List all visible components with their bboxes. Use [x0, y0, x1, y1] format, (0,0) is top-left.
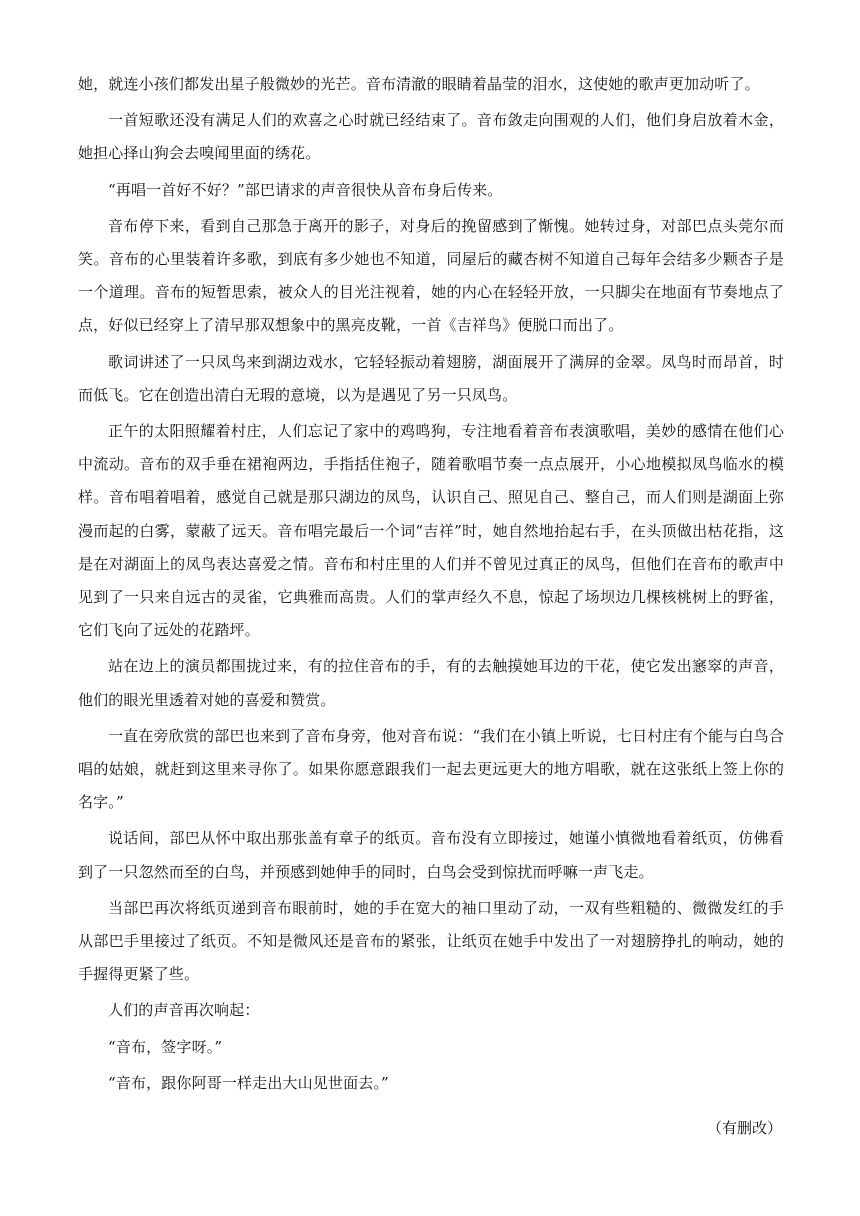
paragraph-2: 一首短歌还没有满足人们的欢喜之心时就已经结束了。音布敛走向围观的人们，他们身启放着木金，她担心择山狗会去嗅闻里面的绣花。 — [78, 111, 784, 163]
paragraph-1: 她，就连小孩们都发出星子般微妙的光芒。音布清澈的眼睛着晶莹的泪水，这使她的歌声更加动听了。 — [78, 75, 760, 93]
paragraph-9: 说话间，部巴从怀中取出那张盖有章子的纸页。音布没有立即接过，她谨小慎微地看着纸页，仿佛看到了一只忽然而至的白鸟，并预感到她伸手的同时，白鸟会受到惊扰而呼嘛一声飞走。 — [78, 829, 784, 881]
paragraph-3: “再唱一首好不好？”部巴请求的声音很快从音布身后传来。 — [108, 180, 503, 199]
paragraph-12: “音布，签字呀。” — [108, 1037, 223, 1056]
paragraph-10: 当部巴再次将纸页递到音布眼前时，她的手在宽大的袖口里动了动，一双有些粗糙的、微微发红的手从部巴手里接过了纸页。不知是微风还是音布的紧张，让纸页在她手中发出了一对翅膀挣扎的响动，她的手握得更紧了些。 — [78, 898, 784, 984]
paragraph-6: 正午的太阳照耀着村庄，人们忘记了家中的鸡鸣狗，专注地看着音布表演歌唱，美妙的感情在他们心中流动。音布的双手垂在裙袍两边，手指括住袍子，随着歌唱节奏一点点展开，小心地模拟凤鸟临水的模样。音布唱着唱着，感觉自己就是那只湖边的凤鸟，认识自己、照见自己、整自己，而人们则是湖面上弥漫而起的白雾，蒙蔽了远天。音布唱完最后一个词“吉祥”时，她自然地抬起右手，在头顶做出枯花指，这是在对湖面上的凤鸟表达喜爱之情。音布和村庄里的人们并不曾见过真正的凤鸟，但他们在音布的歌声中见到了一只来自远古的灵雀，它典雅而高贵。人们的掌声经久不息，惊起了场坝边几棵核桃树上的野雀，它们飞向了远处的花踏坪。 — [78, 422, 784, 640]
paragraph-4: 音布停下来，看到自己那急于离开的影子，对身后的挽留感到了惭愧。她转过身，对部巴点头莞尔而笑。音布的心里装着许多歌，到底有多少她也不知道，同屋后的藏杏树不知道自己每年会结多少颗杏子是一个道理。音布的短暂思索，被众人的目光注视着，她的内心在轻轻开放，一只脚尖在地面有节奏地点了点，好似已经穿上了清早那双想象中的黑亮皮靴，一首《吉祥鸟》便脱口而出了。 — [78, 216, 784, 335]
paragraph-8: 一直在旁欣赏的部巴也来到了音布身旁，他对音布说：“我们在小镇上听说，七日村庄有个能与白鸟合唱的姑娘，就赶到这里来寻你了。如果你愿意跟我们一起去更远更大的地方唱歌，就在这张纸上签上你的名字。” — [78, 726, 784, 812]
paragraph-11: 人们的声音再次响起： — [108, 1001, 260, 1020]
paragraph-5: 歌词讲述了一只凤鸟来到湖边戏水，它轻轻振动着翅膀，湖面展开了满屏的金翠。凤鸟时而昂首，时而低飞。它在创造出清白无瑕的意境，以为是遇见了另一只凤鸟。 — [78, 352, 784, 404]
paragraph-7: 站在边上的演员都围拢过来，有的拉住音布的手，有的去触摸她耳边的干花，使它发出窸窣的声音，他们的眼光里透着对她的喜爱和赞赏。 — [78, 657, 784, 709]
source-note: （有删改） — [706, 1119, 782, 1138]
document-body — [78, 68, 784, 1145]
paragraph-13: “音布，跟你阿哥一样走出大山见世面去。” — [108, 1073, 389, 1092]
